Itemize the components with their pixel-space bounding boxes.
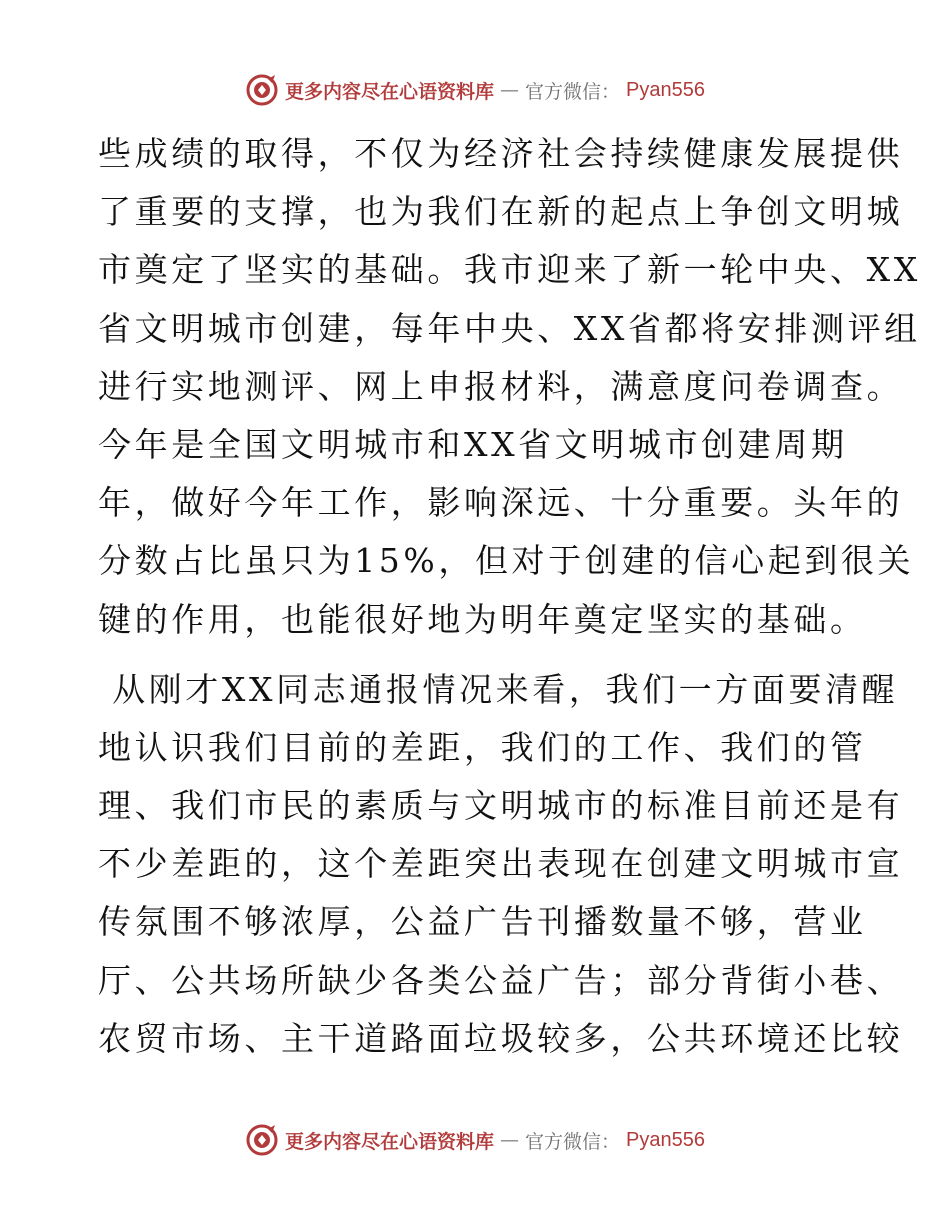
footer-banner — [0, 1120, 950, 1160]
brand-logo-icon — [245, 73, 279, 107]
text-line: 农贸市场、主干道路面垃圾较多，公共环境还比较 — [98, 1018, 904, 1058]
header-wechat-id: Pyan556 — [626, 78, 705, 101]
footer-official-label: 官方微信： — [525, 1130, 621, 1153]
text-line: 厅、公共场所缺少各类公益广告；部分背街小巷、 — [98, 960, 904, 1000]
text-line: 从刚才XX同志通报情况来看，我们一方面要清醒 — [98, 669, 899, 709]
text-line: 不少差距的，这个差距突出表现在创建文明城市宣 — [98, 844, 904, 884]
paragraph-2 — [98, 661, 904, 1068]
text-line: 了重要的支撑，也为我们在新的起点上争创文明城 — [98, 192, 904, 232]
text-line: 分数占比虽只为15%，但对于创建的信心起到很关 — [98, 541, 915, 581]
text-line: 些成绩的取得，不仅为经济社会持续健康发展提供 — [98, 134, 904, 173]
text-line: 年，做好今年工作，影响深远、十分重要。头年的 — [98, 483, 904, 523]
text-line: 理、我们市民的素质与文明城市的标准目前还是有 — [98, 786, 904, 826]
footer-separator: — — [500, 1129, 520, 1151]
text-line: 键的作用，也能很好地为明年奠定坚实的基础。 — [98, 599, 867, 639]
text-line: 今年是全国文明城市和XX省文明城市创建周期 — [98, 424, 848, 464]
paragraph-1 — [98, 125, 921, 649]
footer-brand-text: 更多内容尽在心语资料库 — [285, 1130, 495, 1153]
brand-logo-icon — [245, 1123, 279, 1157]
header-separator: — — [500, 79, 520, 101]
text-line: 市奠定了坚实的基础。我市迎来了新一轮中央、XX — [98, 250, 921, 290]
document-body — [98, 125, 921, 1068]
header-official-label: 官方微信： — [525, 80, 621, 103]
header-banner — [0, 70, 950, 110]
text-line: 传氛围不够浓厚，公益广告刊播数量不够，营业 — [98, 902, 867, 942]
text-line: 地认识我们目前的差距，我们的工作、我们的管 — [98, 727, 867, 767]
footer-wechat-id: Pyan556 — [626, 1128, 705, 1151]
text-line: 进行实地测评、网上申报材料，满意度问卷调查。 — [98, 366, 904, 406]
text-line: 省文明城市创建，每年中央、XX省都将安排测评组 — [98, 308, 921, 348]
header-brand-text: 更多内容尽在心语资料库 — [285, 80, 495, 103]
